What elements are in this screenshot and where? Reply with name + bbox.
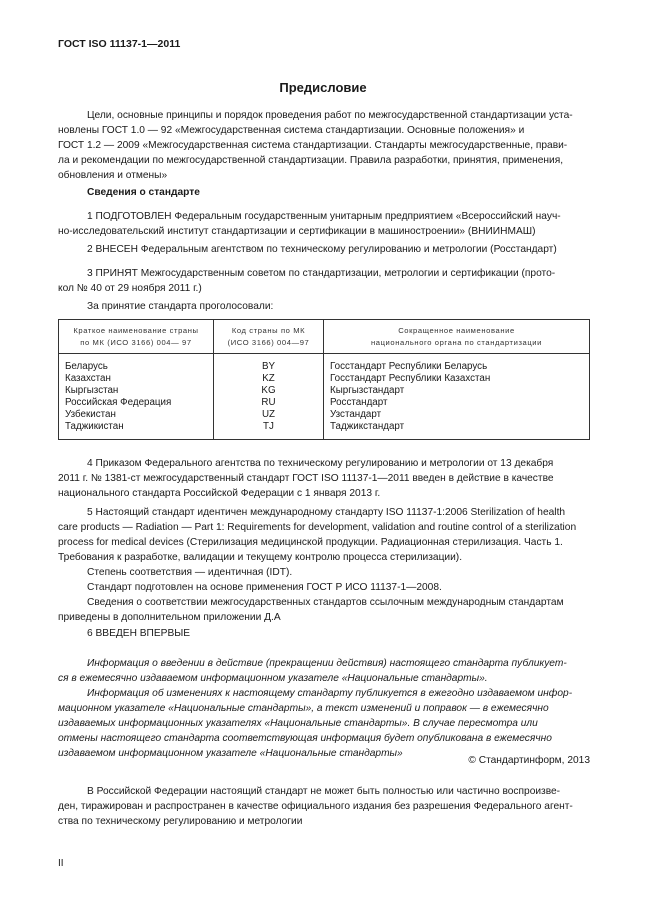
header-line: Краткое наименование страны — [73, 326, 199, 335]
text-line: ла и рекомендации по межгосударственной стандартизации. Правила разработки, принятия, применения, — [58, 155, 564, 166]
code-cell: BY — [214, 354, 324, 374]
text-line: ства по техническому регулированию и метрологии — [58, 816, 303, 827]
table-row — [59, 354, 590, 374]
text-line: 3 ПРИНЯТ Межгосударственным советом по стандартизации, метрологии и сертификации (прото- — [87, 268, 556, 279]
text-line: новлены ГОСТ 1.0 — 92 «Межгосударственная система стандартизации. Основные положения» и — [58, 125, 525, 136]
country-cell: Российская Федерация — [59, 397, 214, 409]
text-line: 1 ПОДГОТОВЛЕН Федеральным государственным унитарным предприятием «Всероссийский науч- — [87, 211, 561, 222]
copyright-notice: © Стандартинформ, 2013 — [468, 755, 590, 766]
intro-paragraph — [58, 108, 590, 183]
header-line: Код страны по МК — [231, 326, 306, 335]
column-header-org — [324, 320, 590, 354]
item-3 — [58, 266, 590, 296]
text-line: process for medical devices (Стерилизация медицинской продукции. Радиационная стерилизация. Часть 1. — [58, 537, 563, 548]
text-line: Требования к разработке, валидации и текущему контролю процесса стерилизации). — [58, 552, 463, 563]
org-cell: Узстандарт — [324, 409, 590, 421]
item-2: 2 ВНЕСЕН Федеральным агентством по техническому регулированию и метрологии (Росстандарт) — [87, 244, 557, 255]
text-line: care products — Radiation — Part 1: Requirements for development, validation and routine control of a sterilization — [58, 522, 577, 533]
text-line: В Российской Федерации настоящий стандарт не может быть полностью или частично воспроизве- — [87, 786, 561, 797]
text-line: ГОСТ 1.2 — 2009 «Межгосударственная система стандартизации. Стандарты межгосударственные, прави- — [58, 140, 568, 151]
table-row — [59, 409, 590, 421]
item-1 — [58, 209, 590, 239]
code-cell: KG — [214, 385, 324, 397]
info-publication — [58, 656, 590, 761]
org-cell: Госстандарт Республики Казахстан — [324, 373, 590, 385]
org-cell: Росстандарт — [324, 397, 590, 409]
section-title: Сведения о стандарте — [87, 187, 200, 198]
table-row — [59, 397, 590, 409]
item-6: 6 ВВЕДЕН ВПЕРВЫЕ — [87, 628, 191, 639]
page-title: Предисловие — [279, 80, 367, 95]
page-number: II — [58, 858, 64, 869]
country-cell: Кыргызстан — [59, 385, 214, 397]
text-line: Информация о введении в действие (прекращении действия) настоящего стандарта публикует- — [87, 658, 567, 669]
org-cell: Кыргызстандарт — [324, 385, 590, 397]
header-line: по МК (ИСО 3166) 004— 97 — [80, 338, 192, 347]
text-line: обновления и отмены» — [58, 170, 168, 181]
text-line: кол № 40 от 29 ноября 2011 г.) — [58, 283, 202, 294]
text-line: Цели, основные принципы и порядок проведения работ по межгосударственной стандартизации уста- — [87, 110, 573, 121]
org-cell: Таджикстандарт — [324, 421, 590, 440]
table-row — [59, 385, 590, 397]
text-line: 4 Приказом Федерального агентства по техническому регулированию и метрологии от 13 декабря — [87, 458, 554, 469]
text-line: Сведения о соответствии межгосударственных стандартов ссылочным международным стандартам — [87, 597, 564, 608]
text-line: отмены настоящего стандарта соответствующая информация будет опубликована в ежемесячно — [58, 733, 552, 744]
text-line: приведены в дополнительном приложении Д.А — [58, 612, 281, 623]
code-cell: UZ — [214, 409, 324, 421]
text-line: Стандарт подготовлен на основе применения ГОСТ Р ИСО 11137-1—2008. — [87, 582, 442, 593]
country-cell: Таджикистан — [59, 421, 214, 440]
header-line: Сокращенное наименование — [398, 326, 515, 335]
text-line: Информация об изменениях к настоящему стандарту публикуется в ежегодно издаваемом инфор- — [87, 688, 573, 699]
table-row — [59, 373, 590, 385]
header-line: (ИСО 3166) 004—97 — [227, 338, 310, 347]
header-line: национального органа по стандартизации — [370, 338, 542, 347]
code-cell: KZ — [214, 373, 324, 385]
text-line: ся в ежемесячно издаваемом информационном указателе «Национальные стандарты». — [58, 673, 488, 684]
text-line: 5 Настоящий стандарт идентичен международному стандарту ISO 11137-1:2006 Sterilization of health — [87, 507, 566, 518]
code-cell: RU — [214, 397, 324, 409]
final-paragraph — [58, 784, 590, 829]
table-row — [59, 421, 590, 440]
text-line: но-исследовательский институт стандартизации и сертификации в машиностроении» (ВНИИНМАШ) — [58, 226, 536, 237]
document-header: ГОСТ ISO 11137-1—2011 — [58, 38, 181, 50]
text-line: издаваемом информационном указателе «Национальные стандарты» — [58, 748, 403, 759]
item-4 — [58, 456, 590, 501]
code-cell: TJ — [214, 421, 324, 440]
text-line: национального стандарта Российской Федерации с 1 января 2013 г. — [58, 488, 381, 499]
text-line: ден, тиражирован и распространен в качестве официального издания без разрешения Федерального агент- — [58, 801, 573, 812]
item-5 — [58, 505, 590, 625]
country-cell: Узбекистан — [59, 409, 214, 421]
voting-table — [58, 319, 590, 440]
vote-caption: За принятие стандарта проголосовали: — [87, 301, 274, 312]
column-header-code — [214, 320, 324, 354]
column-header-country — [59, 320, 214, 354]
text-line: Степень соответствия — идентичная (IDT). — [87, 567, 293, 578]
text-line: 2011 г. № 1381-ст межгосударственный стандарт ГОСТ ISO 11137-1—2011 введен в действие в качестве — [58, 473, 554, 484]
country-cell: Беларусь — [59, 354, 214, 374]
text-line: издаваемых информационных указателях «Национальные стандарты». В случае пересмотра или — [58, 718, 538, 729]
country-cell: Казахстан — [59, 373, 214, 385]
org-cell: Госстандарт Республики Беларусь — [324, 354, 590, 374]
text-line: мационном указателе «Национальные стандарты», а текст изменений и поправок — в ежемесячно — [58, 703, 549, 714]
